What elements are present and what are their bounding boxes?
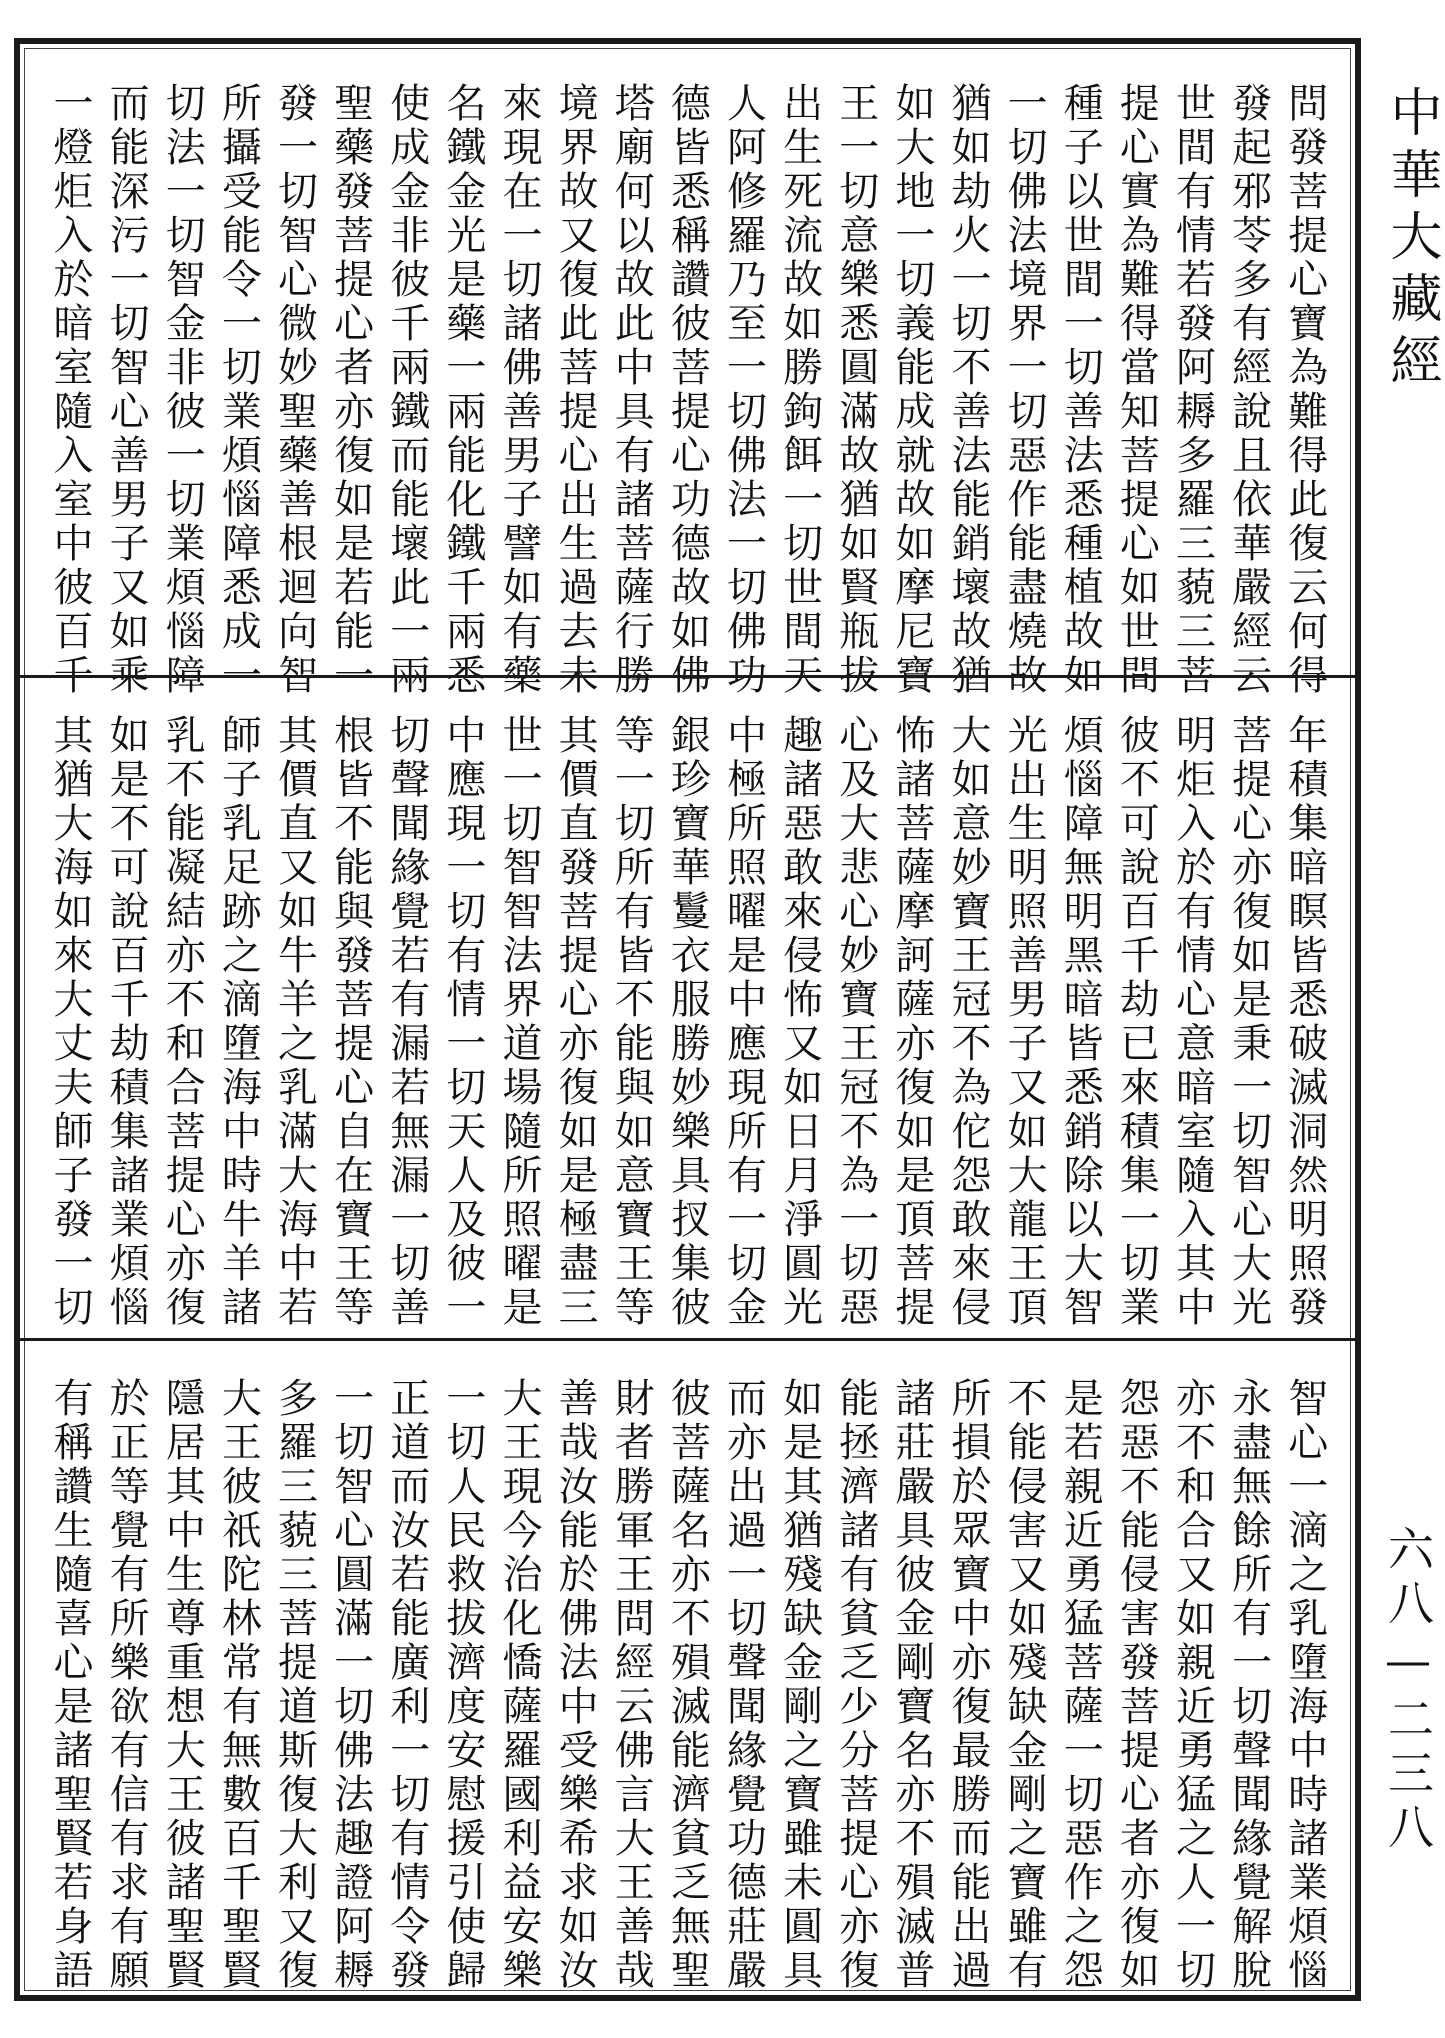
- text-column: 大王彼祇陀林常有無數百千聖賢: [215, 1377, 262, 1993]
- text-column: 如是其猶殘缺金剛之寶雖未圓具: [776, 1377, 823, 1993]
- text-column: 是若親近勇猛菩薩一切惡作之怨: [1057, 1377, 1104, 1993]
- text-column: 根皆不能與發菩提心自在寶王等: [327, 714, 374, 1330]
- column-group: [47, 676, 1328, 1339]
- text-column: 來現在一切諸佛善男子譬如有藥: [496, 82, 542, 698]
- text-column: 隱居其中生尊重想大王彼諸聖賢: [159, 1377, 206, 1993]
- text-column: 不能侵害又如殘缺金剛之寶雖有: [1001, 1377, 1048, 1993]
- page-number-prefix: 六八: [1381, 1525, 1435, 1633]
- text-column: 銀珍寶華鬘衣服勝妙樂具扠集彼: [664, 714, 711, 1330]
- column-group: [47, 1339, 1328, 1995]
- text-column: 有稱讚生隨喜心是諸聖賢若身語: [47, 1377, 93, 1993]
- text-column: 煩惱障無明黑暗皆悉銷除以大智: [1057, 714, 1104, 1330]
- text-column: 出生死流故如勝鉤餌一切世間天: [776, 82, 823, 698]
- text-column: 亦不和合又如親近勇猛之人一切: [1169, 1377, 1216, 1993]
- text-column: 彼菩薩名亦不殞滅能濟貧乏無聖: [664, 1377, 711, 1993]
- text-column: 提心實為難得當知菩提心如世間: [1113, 82, 1160, 698]
- text-column: 德皆悉稱讚彼菩提心功德故如佛: [664, 82, 711, 698]
- text-column: 聖藥發菩提心者亦復如是若能一: [327, 82, 374, 698]
- page-number-value: 二三八: [1381, 1695, 1435, 1857]
- text-column: 發起邪苓多有經說且依華嚴經云: [1225, 82, 1272, 698]
- text-column: 世一切智智法界道場隨所照曜是: [496, 714, 542, 1330]
- text-column: 大王現今治化憍薩羅國利益安樂: [496, 1377, 542, 1993]
- text-column: 種子以世間一切善法悉種植故如: [1057, 82, 1104, 698]
- text-column: 所損於眾寶中亦復最勝而能出過: [945, 1377, 991, 1993]
- text-column: 猶如劫火一切不善法能銷壞故猶: [945, 82, 991, 698]
- text-column: 切法一切智金非彼一切業煩惱障: [159, 82, 206, 698]
- page-frame: [14, 38, 1361, 2001]
- text-column: 一切智心圓滿一切佛法趣證阿耨: [327, 1377, 374, 1993]
- text-column: 光出生明照善男子又如大龍王頂: [1001, 714, 1048, 1330]
- text-column: 中應現一切有情一切天人及彼一: [439, 714, 486, 1330]
- text-column: 怖諸菩薩摩訶薩亦復如是頂菩提: [888, 714, 935, 1330]
- text-column: 怨惡不能侵害發菩提心者亦復如: [1113, 1377, 1160, 1993]
- text-column: 其猶大海如來大丈夫師子發一切: [47, 714, 93, 1330]
- text-column: 智心一滴之乳墮海中時諸業煩惱: [1281, 1377, 1328, 1993]
- text-column: 等一切所有皆不能與如意寶王等: [608, 714, 655, 1330]
- text-column: 使成金非彼千兩鐵而能壞此一兩: [383, 82, 430, 698]
- text-column: 其價直發菩提心亦復如是極盡三: [552, 714, 599, 1330]
- text-column: 而能深污一切智心善男子又如乘: [103, 82, 150, 698]
- text-column: 一切人民救拔濟度安慰援引使歸: [439, 1377, 486, 1993]
- text-panel-top: [20, 44, 1355, 698]
- text-column: 彼不可說百千劫已來積集一切業: [1113, 714, 1160, 1330]
- text-column: 年積集暗瞑皆悉破滅洞然明照發: [1281, 714, 1328, 1330]
- text-column: 菩提心亦復如是秉一切智心大光: [1225, 714, 1272, 1330]
- text-column: 能拯濟諸有貧乏少分菩提心亦復: [832, 1377, 879, 1993]
- page-number: [1381, 1525, 1435, 1857]
- text-column: 多羅三藐三菩提道斯復大利又復: [271, 1377, 318, 1993]
- text-column: 諸莊嚴具彼金剛寶名亦不殞滅普: [888, 1377, 935, 1993]
- column-group: [47, 44, 1328, 698]
- text-column: 於正等覺有所樂欲有信有求有願: [103, 1377, 150, 1993]
- text-column: 所攝受能令一切業煩惱障悉成一: [215, 82, 262, 698]
- text-column: 一燈炬入於暗室隨入室中彼百千: [47, 82, 93, 698]
- text-column: 中極所照曜是中應現所有一切金: [720, 714, 767, 1330]
- collection-title: 中華大藏經: [1381, 85, 1441, 395]
- text-column: 一切佛法境界一切惡作能盡燒故: [1001, 82, 1048, 698]
- text-column: 財者勝軍王問經云佛言大王善哉: [608, 1377, 655, 1993]
- text-column: 人阿修羅乃至一切佛法一切佛功: [720, 82, 767, 698]
- text-column: 如大地一切義能成就故如摩尼寶: [888, 82, 935, 698]
- text-panel-bottom: [20, 1339, 1355, 1995]
- text-column: 趣諸惡敢來侵怖又如日月淨圓光: [776, 714, 823, 1330]
- text-column: 問發菩提心寶為難得此復云何得: [1281, 82, 1328, 698]
- text-column: 切聲聞緣覺若有漏若無漏一切善: [383, 714, 430, 1330]
- text-column: 塔廟何以故此中具有諸菩薩行勝: [608, 82, 655, 698]
- text-column: 明炬入於有情心意暗室隨入其中: [1169, 714, 1216, 1330]
- text-column: 其價直又如牛羊之乳滿大海中若: [271, 714, 318, 1330]
- text-column: 發一切智心微妙聖藥善根迴向智: [271, 82, 318, 698]
- page-number-dash: —: [1381, 1633, 1435, 1695]
- text-column: 如是不可說百千劫積集諸業煩惱: [103, 714, 150, 1330]
- text-column: 師子乳足跡之滴墮海中時牛羊諸: [215, 714, 262, 1330]
- text-column: 境界故又復此菩提心出生過去未: [552, 82, 599, 698]
- text-column: 而亦出過一切聲聞緣覺功德莊嚴: [720, 1377, 767, 1993]
- text-column: 王一切意樂悉圓滿故猶如賢瓶拔: [832, 82, 879, 698]
- text-panel-middle: [20, 676, 1355, 1339]
- text-column: 永盡無餘所有一切聲聞緣覺解脫: [1225, 1377, 1272, 1993]
- text-column: 心及大悲心妙寶王冠不為一切惡: [832, 714, 879, 1330]
- text-column: 正道而汝若能廣利一切有情令發: [383, 1377, 430, 1993]
- text-column: 名鐵金光是藥一兩能化鐵千兩悉: [439, 82, 486, 698]
- text-column: 大如意妙寶王冠不為佗怨敢來侵: [945, 714, 991, 1330]
- text-column: 乳不能凝結亦不和合菩提心亦復: [159, 714, 206, 1330]
- text-column: 世間有情若發阿耨多羅三藐三菩: [1169, 82, 1216, 698]
- text-column: 善哉汝能於佛法中受樂希求如汝: [552, 1377, 599, 1993]
